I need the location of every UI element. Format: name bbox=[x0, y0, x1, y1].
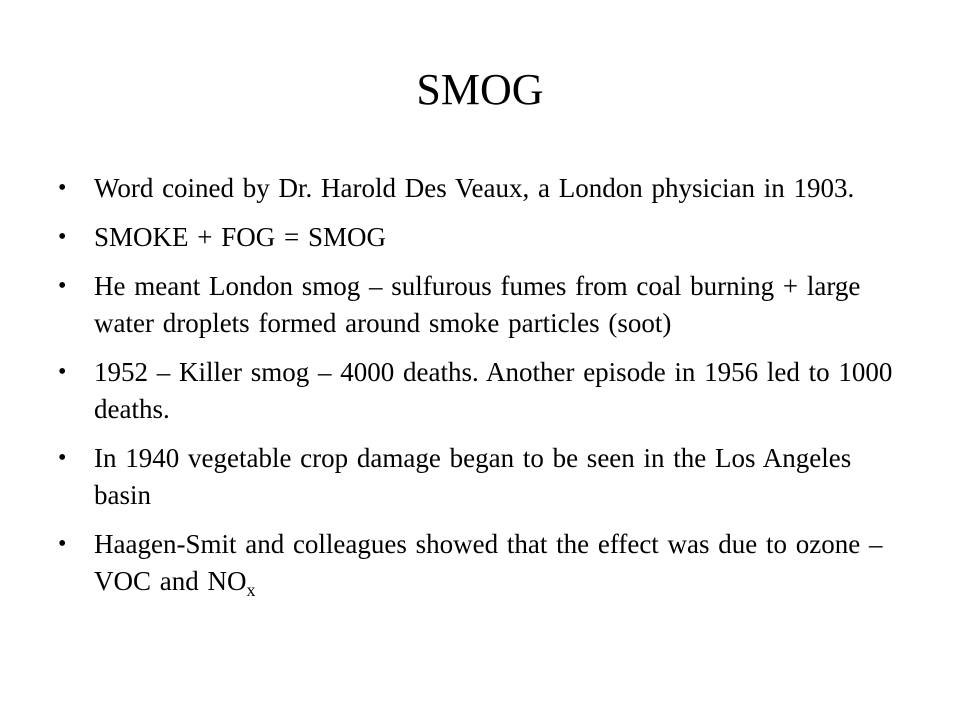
bullet-dot-icon: • bbox=[58, 359, 67, 385]
bullet-item-3 bbox=[58, 268, 898, 342]
nox-subscript: x bbox=[246, 580, 256, 600]
bullet-item-2 bbox=[58, 219, 898, 256]
bullet-text-3: He meant London smog – sulfurous fumes from coal burning + large water droplets formed around smoke particles (soot) bbox=[94, 271, 861, 338]
bullet-list bbox=[58, 170, 898, 612]
bullet-item-1 bbox=[58, 170, 898, 207]
slide-title: SMOG bbox=[416, 65, 544, 114]
bullet-item-4 bbox=[58, 354, 898, 428]
bullet-text-1: Word coined by Dr. Harold Des Veaux, a London physician in 1903. bbox=[94, 173, 855, 203]
bullet-text-2: SMOKE + FOG = SMOG bbox=[94, 222, 387, 252]
bullet-text-4: 1952 – Killer smog – 4000 deaths. Another episode in 1956 led to 1000 deaths. bbox=[94, 357, 893, 424]
bullet-text-5: In 1940 vegetable crop damage began to be seen in the Los Angeles basin bbox=[94, 443, 852, 510]
bullet-dot-icon: • bbox=[58, 273, 67, 299]
bullet-text-6: Haagen-Smit and colleagues showed that the effect was due to ozone – VOC and NO bbox=[94, 529, 883, 596]
bullet-dot-icon: • bbox=[58, 531, 67, 557]
bullet-dot-icon: • bbox=[58, 224, 67, 250]
bullet-item-5 bbox=[58, 440, 898, 514]
bullet-item-6 bbox=[58, 526, 898, 600]
bullet-dot-icon: • bbox=[58, 175, 67, 201]
bullet-dot-icon: • bbox=[58, 445, 67, 471]
